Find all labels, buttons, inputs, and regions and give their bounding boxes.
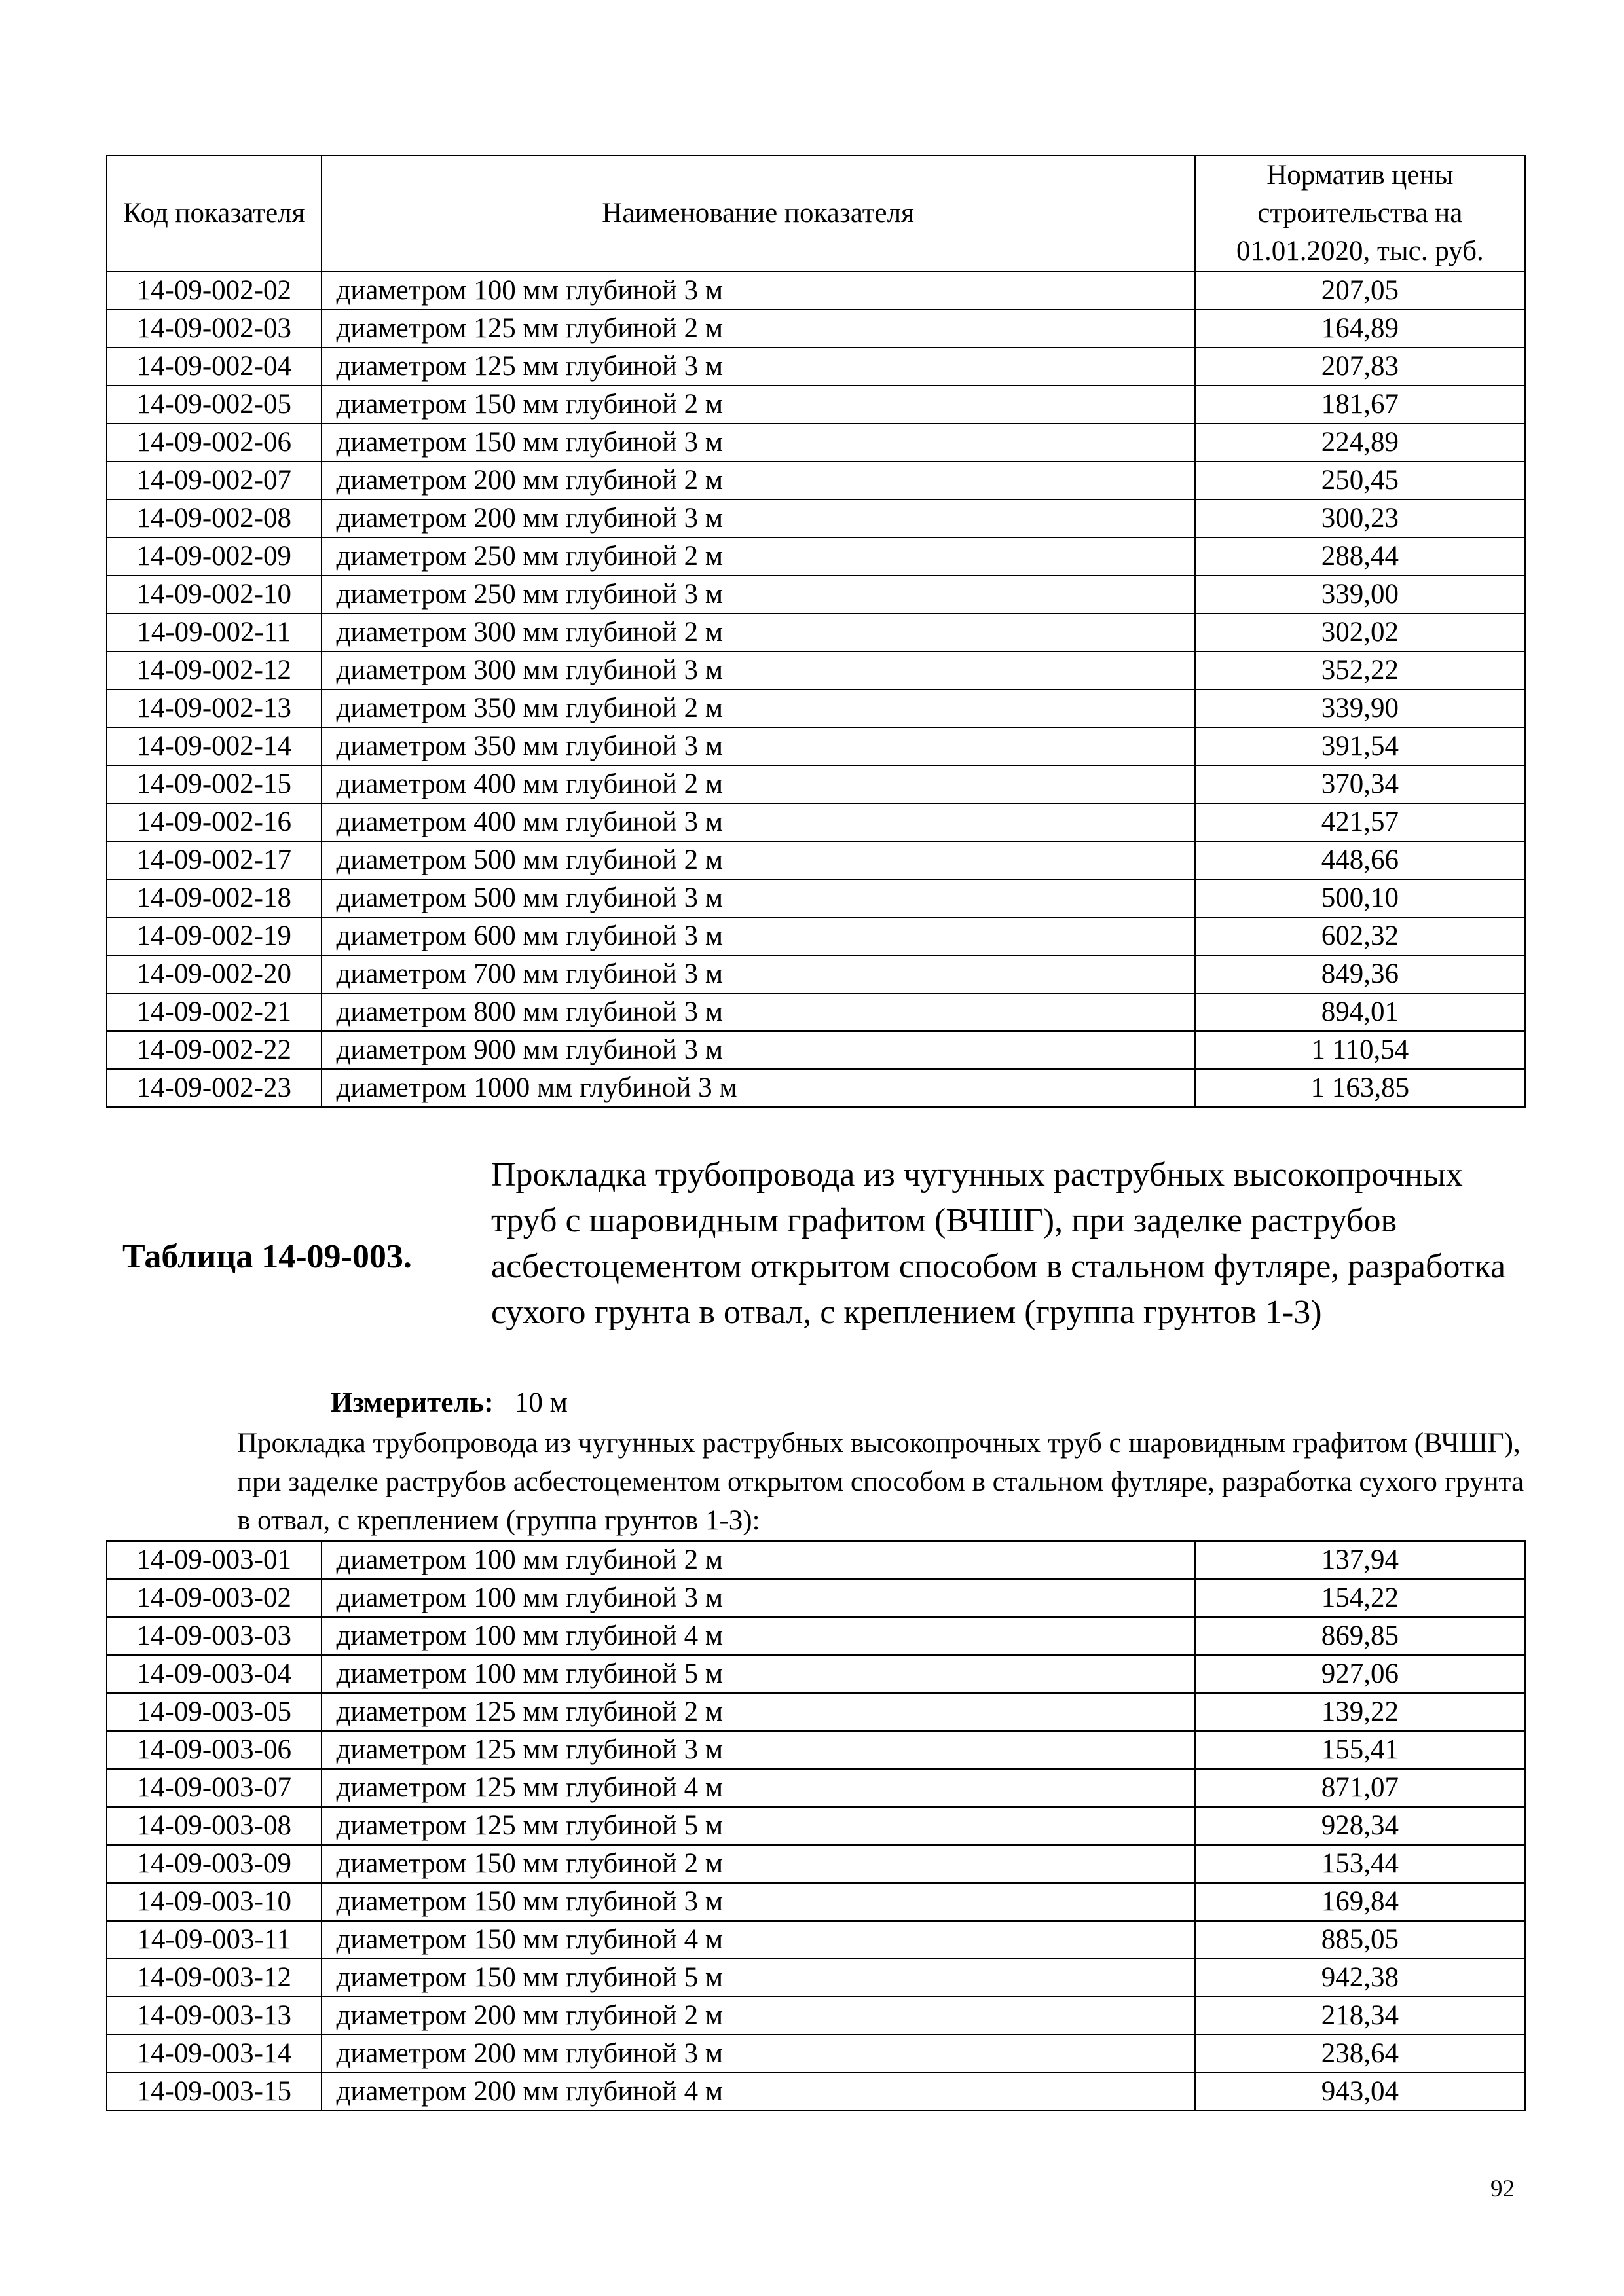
table-row [107, 765, 1525, 803]
row-name: диаметром 900 мм глубиной 3 м [322, 1031, 1195, 1069]
row-price: 928,34 [1195, 1807, 1525, 1845]
price-table-14-09-002 [106, 155, 1526, 1108]
row-code: 14-09-002-21 [107, 993, 322, 1031]
price-table-14-09-003 [106, 1540, 1526, 2111]
table-row [107, 613, 1525, 651]
row-code: 14-09-003-01 [107, 1541, 322, 1579]
row-price: 942,38 [1195, 1959, 1525, 1997]
table-row [107, 993, 1525, 1031]
row-price: 943,04 [1195, 2073, 1525, 2111]
row-name: диаметром 1000 мм глубиной 3 м [322, 1069, 1195, 1107]
table-description: Прокладка трубопровода из чугунных раструбных высокопрочных труб с шаровидным графитом (ВЧШГ), при заделке раструбов асбестоцементом открытом способом в стальном футляре, разработка сухого грунта в отвал, с креплением (группа грунтов 1-3): [237, 1428, 1524, 1536]
table-row [107, 955, 1525, 993]
row-code: 14-09-003-02 [107, 1579, 322, 1617]
row-name: диаметром 700 мм глубиной 3 м [322, 955, 1195, 993]
row-code: 14-09-002-17 [107, 841, 322, 879]
row-price: 869,85 [1195, 1617, 1525, 1655]
row-price: 238,64 [1195, 2035, 1525, 2073]
row-price: 300,23 [1195, 500, 1525, 538]
row-price: 849,36 [1195, 955, 1525, 993]
table-row [107, 1997, 1525, 2035]
table-row [107, 803, 1525, 841]
row-name: диаметром 200 мм глубиной 3 м [322, 2035, 1195, 2073]
row-name: диаметром 300 мм глубиной 3 м [322, 651, 1195, 689]
row-code: 14-09-002-15 [107, 765, 322, 803]
row-code: 14-09-003-13 [107, 1997, 322, 2035]
row-code: 14-09-002-20 [107, 955, 322, 993]
table-row [107, 841, 1525, 879]
row-price: 421,57 [1195, 803, 1525, 841]
table-row [107, 1731, 1525, 1769]
row-name: диаметром 150 мм глубиной 3 м [322, 424, 1195, 462]
row-price: 339,00 [1195, 575, 1525, 613]
row-name: диаметром 200 мм глубиной 2 м [322, 462, 1195, 500]
row-code: 14-09-003-14 [107, 2035, 322, 2073]
row-code: 14-09-002-02 [107, 272, 322, 310]
row-price: 154,22 [1195, 1579, 1525, 1617]
row-price: 218,34 [1195, 1997, 1525, 2035]
row-code: 14-09-003-09 [107, 1845, 322, 1883]
table-row [107, 1807, 1525, 1845]
table-row [107, 2035, 1525, 2073]
row-name: диаметром 250 мм глубиной 3 м [322, 575, 1195, 613]
row-price: 1 163,85 [1195, 1069, 1525, 1107]
table-row [107, 1845, 1525, 1883]
row-name: диаметром 125 мм глубиной 2 м [322, 1693, 1195, 1731]
row-price: 164,89 [1195, 310, 1525, 348]
row-name: диаметром 400 мм глубиной 3 м [322, 803, 1195, 841]
table-label: Таблица 14-09-003. [122, 1238, 412, 1275]
row-price: 137,94 [1195, 1541, 1525, 1579]
measure-line [331, 1387, 568, 1419]
table-row [107, 689, 1525, 727]
row-code: 14-09-003-10 [107, 1883, 322, 1921]
row-name: диаметром 200 мм глубиной 4 м [322, 2073, 1195, 2111]
row-name: диаметром 100 мм глубиной 2 м [322, 1541, 1195, 1579]
table-row [107, 1579, 1525, 1617]
row-price: 224,89 [1195, 424, 1525, 462]
row-name: диаметром 400 мм глубиной 2 м [322, 765, 1195, 803]
table-row [107, 424, 1525, 462]
table-row [107, 348, 1525, 386]
row-name: диаметром 125 мм глубиной 4 м [322, 1769, 1195, 1807]
header-name: Наименование показателя [322, 155, 1195, 272]
row-name: диаметром 125 мм глубиной 2 м [322, 310, 1195, 348]
row-price: 500,10 [1195, 879, 1525, 917]
row-price: 370,34 [1195, 765, 1525, 803]
row-name: диаметром 125 мм глубиной 3 м [322, 348, 1195, 386]
row-code: 14-09-003-15 [107, 2073, 322, 2111]
header-price: Норматив цены строительства на 01.01.2020, тыс. руб. [1195, 155, 1525, 272]
table-title: Прокладка трубопровода из чугунных раструбных высокопрочных труб с шаровидным графитом (ВЧШГ), при заделке раструбов асбестоцементом открытом способом в стальном футляре, разработка сухого грунта в отвал, с креплением (группа грунтов 1-3) [491, 1156, 1506, 1331]
table-row [107, 500, 1525, 538]
table-row [107, 1769, 1525, 1807]
row-price: 927,06 [1195, 1655, 1525, 1693]
table-row [107, 917, 1525, 955]
table-row [107, 1693, 1525, 1731]
row-code: 14-09-002-14 [107, 727, 322, 765]
row-code: 14-09-002-16 [107, 803, 322, 841]
row-price: 339,90 [1195, 689, 1525, 727]
row-name: диаметром 150 мм глубиной 3 м [322, 1883, 1195, 1921]
table-row [107, 1959, 1525, 1997]
row-code: 14-09-003-03 [107, 1617, 322, 1655]
row-code: 14-09-002-07 [107, 462, 322, 500]
table-row [107, 272, 1525, 310]
row-price: 448,66 [1195, 841, 1525, 879]
row-price: 250,45 [1195, 462, 1525, 500]
row-name: диаметром 125 мм глубиной 5 м [322, 1807, 1195, 1845]
header-code: Код показателя [107, 155, 322, 272]
row-name: диаметром 100 мм глубиной 5 м [322, 1655, 1195, 1693]
row-code: 14-09-002-19 [107, 917, 322, 955]
table-row [107, 1921, 1525, 1959]
row-price: 871,07 [1195, 1769, 1525, 1807]
row-price: 169,84 [1195, 1883, 1525, 1921]
row-name: диаметром 250 мм глубиной 2 м [322, 538, 1195, 575]
row-name: диаметром 100 мм глубиной 3 м [322, 1579, 1195, 1617]
row-name: диаметром 150 мм глубиной 2 м [322, 1845, 1195, 1883]
row-code: 14-09-002-04 [107, 348, 322, 386]
row-code: 14-09-002-13 [107, 689, 322, 727]
row-code: 14-09-003-04 [107, 1655, 322, 1693]
row-name: диаметром 200 мм глубиной 2 м [322, 1997, 1195, 2035]
row-code: 14-09-003-06 [107, 1731, 322, 1769]
measure-label: Измеритель: [331, 1387, 494, 1418]
row-name: диаметром 500 мм глубиной 2 м [322, 841, 1195, 879]
row-name: диаметром 600 мм глубиной 3 м [322, 917, 1195, 955]
row-code: 14-09-002-18 [107, 879, 322, 917]
table-row [107, 1541, 1525, 1579]
row-price: 155,41 [1195, 1731, 1525, 1769]
row-name: диаметром 350 мм глубиной 3 м [322, 727, 1195, 765]
row-name: диаметром 300 мм глубиной 2 м [322, 613, 1195, 651]
row-price: 602,32 [1195, 917, 1525, 955]
row-name: диаметром 150 мм глубиной 4 м [322, 1921, 1195, 1959]
row-price: 207,05 [1195, 272, 1525, 310]
table-row [107, 1031, 1525, 1069]
table-row [107, 879, 1525, 917]
row-name: диаметром 150 мм глубиной 5 м [322, 1959, 1195, 1997]
row-name: диаметром 350 мм глубиной 2 м [322, 689, 1195, 727]
measure-value: 10 м [514, 1387, 568, 1418]
row-code: 14-09-002-08 [107, 500, 322, 538]
table-row [107, 462, 1525, 500]
table-row [107, 651, 1525, 689]
table-row [107, 386, 1525, 424]
row-code: 14-09-002-11 [107, 613, 322, 651]
row-code: 14-09-003-12 [107, 1959, 322, 1997]
row-price: 302,02 [1195, 613, 1525, 651]
table-row [107, 1617, 1525, 1655]
row-price: 391,54 [1195, 727, 1525, 765]
table-row [107, 1883, 1525, 1921]
table-row [107, 1655, 1525, 1693]
table-header-row [107, 155, 1525, 272]
row-price: 207,83 [1195, 348, 1525, 386]
page-number: 92 [1490, 2176, 1515, 2202]
row-name: диаметром 125 мм глубиной 3 м [322, 1731, 1195, 1769]
row-name: диаметром 500 мм глубиной 3 м [322, 879, 1195, 917]
row-code: 14-09-003-07 [107, 1769, 322, 1807]
row-price: 139,22 [1195, 1693, 1525, 1731]
row-code: 14-09-002-03 [107, 310, 322, 348]
table-row [107, 2073, 1525, 2111]
row-price: 181,67 [1195, 386, 1525, 424]
row-code: 14-09-003-05 [107, 1693, 322, 1731]
row-name: диаметром 800 мм глубиной 3 м [322, 993, 1195, 1031]
table-row [107, 727, 1525, 765]
row-code: 14-09-003-08 [107, 1807, 322, 1845]
row-code: 14-09-002-09 [107, 538, 322, 575]
row-code: 14-09-002-12 [107, 651, 322, 689]
row-code: 14-09-002-05 [107, 386, 322, 424]
row-name: диаметром 100 мм глубиной 4 м [322, 1617, 1195, 1655]
row-price: 153,44 [1195, 1845, 1525, 1883]
row-price: 885,05 [1195, 1921, 1525, 1959]
row-price: 288,44 [1195, 538, 1525, 575]
row-price: 1 110,54 [1195, 1031, 1525, 1069]
table-row [107, 575, 1525, 613]
row-name: диаметром 200 мм глубиной 3 м [322, 500, 1195, 538]
row-price: 352,22 [1195, 651, 1525, 689]
row-code: 14-09-002-22 [107, 1031, 322, 1069]
table-row [107, 1069, 1525, 1107]
row-code: 14-09-003-11 [107, 1921, 322, 1959]
row-name: диаметром 150 мм глубиной 2 м [322, 386, 1195, 424]
table-row [107, 538, 1525, 575]
table-row [107, 310, 1525, 348]
row-price: 894,01 [1195, 993, 1525, 1031]
row-code: 14-09-002-06 [107, 424, 322, 462]
row-name: диаметром 100 мм глубиной 3 м [322, 272, 1195, 310]
row-code: 14-09-002-23 [107, 1069, 322, 1107]
row-code: 14-09-002-10 [107, 575, 322, 613]
